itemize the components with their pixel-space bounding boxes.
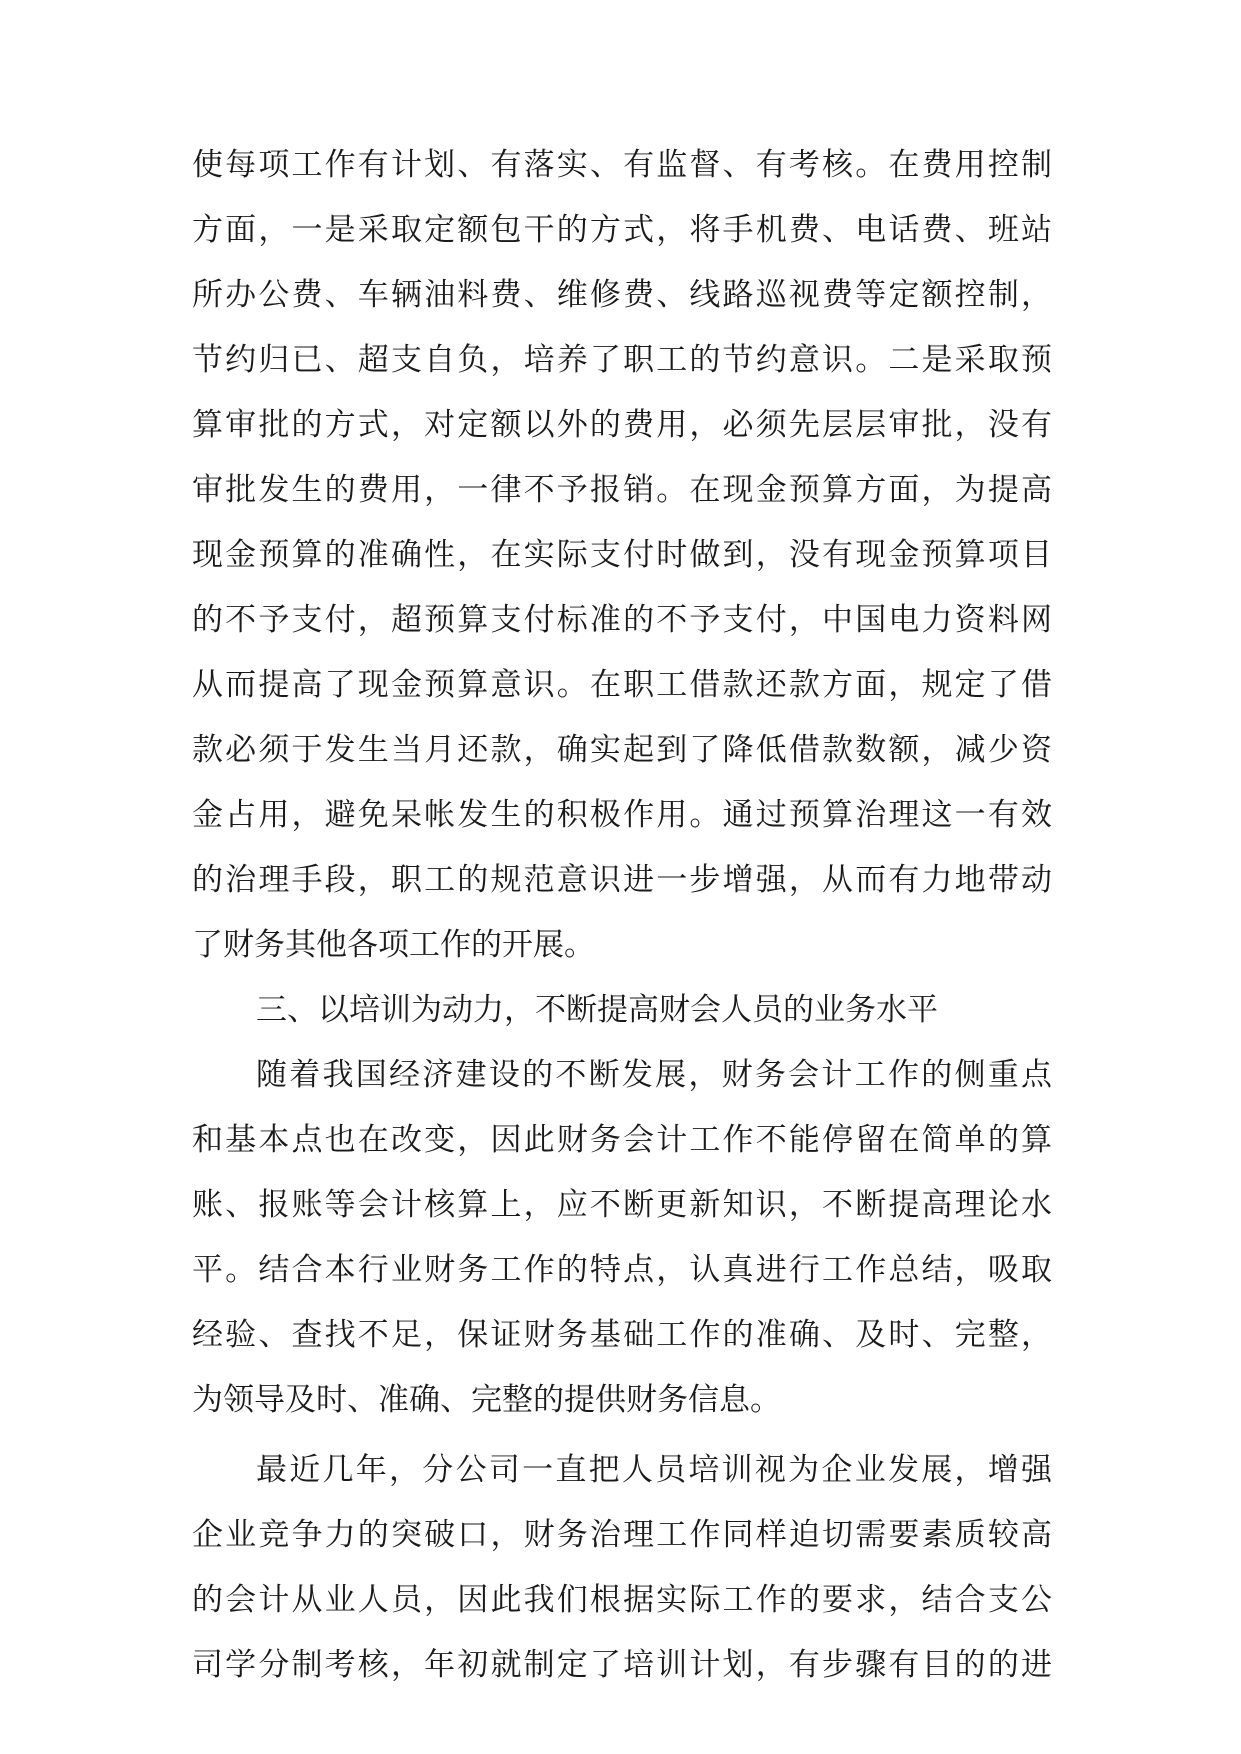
body-text-line: 的不予支付，超预算支付标准的不予支付，中国电力资料网 bbox=[192, 602, 1052, 638]
body-text-line: 金占用，避免呆帐发生的积极作用。通过预算治理这一有效 bbox=[192, 797, 1052, 833]
body-text-line: 为领导及时、准确、完整的提供财务信息。 bbox=[192, 1382, 781, 1418]
body-text-line: 从而提高了现金预算意识。在职工借款还款方面，规定了借 bbox=[192, 667, 1052, 703]
body-text-line: 和基本点也在改变，因此财务会计工作不能停留在简单的算 bbox=[192, 1122, 1052, 1158]
body-text-line: 方面，一是采取定额包干的方式，将手机费、电话费、班站 bbox=[192, 212, 1052, 248]
body-text-line: 所办公费、车辆油料费、维修费、线路巡视费等定额控制， bbox=[192, 277, 1052, 313]
body-text-line: 款必须于发生当月还款，确实起到了降低借款数额，减少资 bbox=[192, 732, 1052, 768]
body-text-line: 最近几年，分公司一直把人员培训视为企业发展，增强 bbox=[256, 1452, 1052, 1488]
body-text-line: 司学分制考核，年初就制定了培训计划，有步骤有目的的进 bbox=[192, 1647, 1052, 1683]
body-text-line: 审批发生的费用，一律不予报销。在现金预算方面，为提高 bbox=[192, 472, 1052, 508]
body-text-line: 经验、查找不足，保证财务基础工作的准确、及时、完整， bbox=[192, 1317, 1052, 1353]
body-text-line: 的会计从业人员，因此我们根据实际工作的要求，结合支公 bbox=[192, 1582, 1052, 1618]
body-text-line: 的治理手段，职工的规范意识进一步增强，从而有力地带动 bbox=[192, 862, 1052, 898]
body-text-line: 账、报账等会计核算上，应不断更新知识，不断提高理论水 bbox=[192, 1187, 1052, 1223]
body-text-line: 企业竞争力的突破口，财务治理工作同样迫切需要素质较高 bbox=[192, 1517, 1052, 1553]
body-text-line: 算审批的方式，对定额以外的费用，必须先层层审批，没有 bbox=[192, 407, 1052, 443]
body-text-line: 随着我国经济建设的不断发展，财务会计工作的侧重点 bbox=[256, 1057, 1052, 1093]
section-heading: 三、以培训为动力，不断提高财会人员的业务水平 bbox=[256, 992, 938, 1028]
body-text-line: 了财务其他各项工作的开展。 bbox=[192, 927, 595, 963]
body-text-line: 节约归已、超支自负，培养了职工的节约意识。二是采取预 bbox=[192, 342, 1052, 378]
body-text-line: 现金预算的准确性，在实际支付时做到，没有现金预算项目 bbox=[192, 537, 1052, 573]
body-text-line: 使每项工作有计划、有落实、有监督、有考核。在费用控制 bbox=[192, 147, 1052, 183]
body-text-line: 平。结合本行业财务工作的特点，认真进行工作总结，吸取 bbox=[192, 1252, 1052, 1288]
